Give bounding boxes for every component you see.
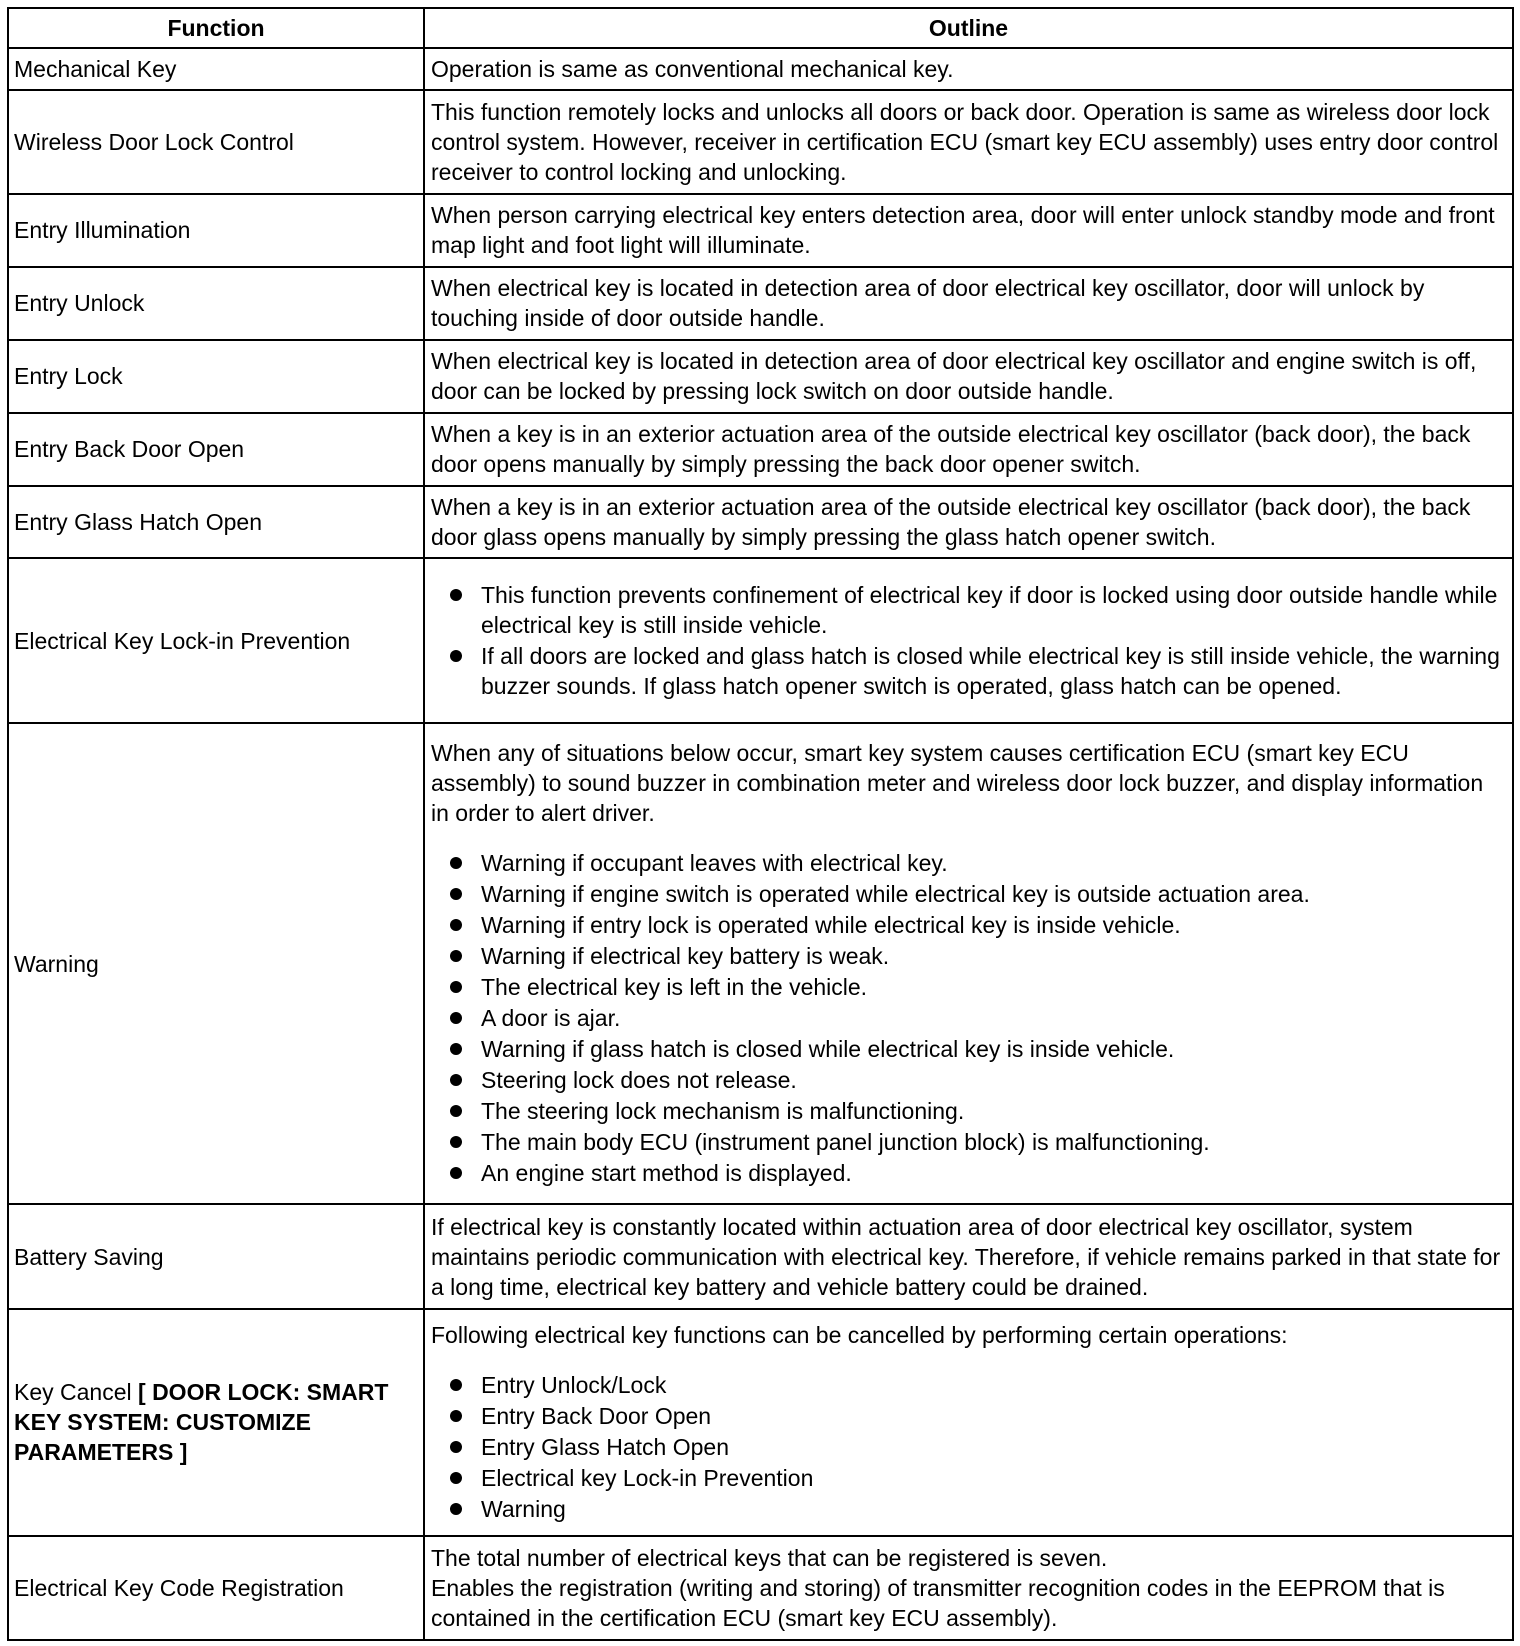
list-item xyxy=(431,941,1506,971)
list-item xyxy=(431,910,1506,940)
function-cell: Entry Unlock xyxy=(8,267,424,340)
outline-cell xyxy=(424,1309,1513,1536)
list-item-text: Warning if glass hatch is closed while electrical key is inside vehicle. xyxy=(481,1036,1175,1063)
list-item-text: Warning if electrical key battery is weak. xyxy=(481,943,890,970)
function-outline-table xyxy=(7,7,1514,1641)
bullet-icon xyxy=(450,1167,462,1179)
table-row xyxy=(8,1309,1513,1536)
bullet-icon xyxy=(450,857,462,869)
bullet-icon xyxy=(450,1012,462,1024)
bullet-icon xyxy=(450,950,462,962)
outline-cell xyxy=(424,413,1513,486)
bullet-list xyxy=(431,1370,1506,1524)
function-label: Key Cancel xyxy=(14,1379,132,1406)
bullet-icon xyxy=(450,1043,462,1055)
bullet-list xyxy=(431,848,1506,1188)
outline-cell xyxy=(424,267,1513,340)
function-cell: Electrical Key Code Registration xyxy=(8,1536,424,1640)
list-item xyxy=(431,1127,1506,1157)
header-function: Function xyxy=(8,8,424,48)
list-item xyxy=(431,1494,1506,1524)
list-item-text: An engine start method is displayed. xyxy=(481,1160,852,1187)
outline-cell xyxy=(424,90,1513,194)
outline-text: Enables the registration (writing and storing) of transmitter recognition codes in the EEPROM that is contained in the certification ECU (smart key ECU assembly). xyxy=(431,1574,1445,1631)
outline-text: If electrical key is constantly located within actuation area of door electrical key oscillator, system maintains periodic communication with electrical key. Therefore, if vehicle remains parked in that state for a long time, electrical key battery and vehicle battery could be drained. xyxy=(431,1213,1501,1300)
bullet-icon xyxy=(450,1503,462,1515)
outline-text: The total number of electrical keys that can be registered is seven. xyxy=(431,1544,1108,1571)
function-cell: Entry Glass Hatch Open xyxy=(8,486,424,559)
customize-parameters-link[interactable]: [ DOOR LOCK: SMART KEY SYSTEM: CUSTOMIZE PARAMETERS ] xyxy=(14,1379,389,1466)
outline-text: When any of situations below occur, smart key system causes certification ECU (smart key ECU assembly) to sound buzzer in combination meter and wireless door lock buzzer, and display information in order to alert driver. xyxy=(431,740,1484,827)
list-item-text: Warning xyxy=(481,1495,566,1522)
function-cell xyxy=(8,1309,424,1536)
outline-text: When electrical key is located in detection area of door electrical key oscillator, door will unlock by touching inside of door outside handle. xyxy=(431,275,1425,332)
list-item xyxy=(431,1401,1506,1431)
list-item xyxy=(431,1034,1506,1064)
list-item xyxy=(431,1432,1506,1462)
bullet-icon xyxy=(450,1472,462,1484)
function-cell: Entry Illumination xyxy=(8,194,424,267)
bullet-icon xyxy=(450,919,462,931)
outline-cell xyxy=(424,558,1513,723)
list-item xyxy=(431,1096,1506,1126)
list-item-text: This function prevents confinement of electrical key if door is locked using door outside handle while electrical key is still inside vehicle. xyxy=(481,581,1498,638)
header-outline: Outline xyxy=(424,8,1513,48)
outline-text: When a key is in an exterior actuation area of the outside electrical key oscillator (back door), the back door glass opens manually by simply pressing the glass hatch opener switch. xyxy=(431,494,1471,550)
outline-text: This function remotely locks and unlocks all doors or back door. Operation is same as wireless door lock control system. However, receiver in certification ECU (smart key ECU assembly) uses entry door control receiver to control locking and unlocking. xyxy=(431,98,1499,185)
bullet-icon xyxy=(450,650,462,662)
list-item-text: If all doors are locked and glass hatch is closed while electrical key is still inside vehicle, the warning buzzer sounds. If glass hatch opener switch is operated, glass hatch can be opened. xyxy=(481,642,1500,699)
list-item-text: Steering lock does not release. xyxy=(481,1067,797,1094)
outline-cell xyxy=(424,486,1513,559)
list-item xyxy=(431,641,1506,701)
list-item-text: Warning if occupant leaves with electrical key. xyxy=(481,850,948,877)
bullet-icon xyxy=(450,981,462,993)
bullet-icon xyxy=(450,1410,462,1422)
list-item xyxy=(431,1065,1506,1095)
bullet-icon xyxy=(450,1136,462,1148)
table-row xyxy=(8,194,1513,267)
table-row xyxy=(8,486,1513,559)
list-item-text: Entry Unlock/Lock xyxy=(481,1371,667,1398)
header-row xyxy=(8,8,1513,48)
bullet-icon xyxy=(450,1379,462,1391)
outline-cell xyxy=(424,1536,1513,1640)
table-row xyxy=(8,723,1513,1204)
list-item xyxy=(431,580,1506,640)
table-row xyxy=(8,558,1513,723)
list-item xyxy=(431,1370,1506,1400)
outline-text: When a key is in an exterior actuation area of the outside electrical key oscillator (back door), the back door opens manually by simply pressing the back door opener switch. xyxy=(431,421,1471,478)
outline-text: When electrical key is located in detection area of door electrical key oscillator and engine switch is off, door can be locked by pressing lock switch on door outside handle. xyxy=(431,348,1477,405)
bullet-icon xyxy=(450,888,462,900)
outline-cell xyxy=(424,1204,1513,1308)
outline-cell xyxy=(424,723,1513,1204)
table-row xyxy=(8,413,1513,486)
table-row xyxy=(8,340,1513,413)
function-cell: Electrical Key Lock-in Prevention xyxy=(8,558,424,723)
list-item-text: A door is ajar. xyxy=(481,1005,621,1032)
table-row xyxy=(8,1536,1513,1640)
bullet-icon xyxy=(450,589,462,601)
function-cell: Wireless Door Lock Control xyxy=(8,90,424,194)
list-item-text: The main body ECU (instrument panel junction block) is malfunctioning. xyxy=(481,1129,1210,1156)
function-cell: Warning xyxy=(8,723,424,1204)
list-item-text: Electrical key Lock-in Prevention xyxy=(481,1464,814,1491)
list-item-text: Entry Back Door Open xyxy=(481,1402,712,1429)
list-item xyxy=(431,1463,1506,1493)
outline-text: Following electrical key functions can be cancelled by performing certain operations: xyxy=(431,1321,1288,1348)
list-item-text: The steering lock mechanism is malfunctioning. xyxy=(481,1098,965,1125)
bullet-icon xyxy=(450,1074,462,1086)
table-row xyxy=(8,267,1513,340)
list-item-text: Warning if engine switch is operated while electrical key is outside actuation area. xyxy=(481,881,1310,908)
list-item xyxy=(431,1158,1506,1188)
list-item-text: Entry Glass Hatch Open xyxy=(481,1433,729,1460)
outline-cell xyxy=(424,340,1513,413)
outline-text: When person carrying electrical key enters detection area, door will enter unlock standby mode and front map light and foot light will illuminate. xyxy=(431,202,1495,259)
list-item xyxy=(431,879,1506,909)
bullet-icon xyxy=(450,1441,462,1453)
function-cell: Entry Back Door Open xyxy=(8,413,424,486)
table-row xyxy=(8,48,1513,90)
list-item xyxy=(431,848,1506,878)
function-cell: Battery Saving xyxy=(8,1204,424,1308)
outline-text: Operation is same as conventional mechanical key. xyxy=(431,55,954,82)
function-cell: Entry Lock xyxy=(8,340,424,413)
function-cell: Mechanical Key xyxy=(8,48,424,90)
list-item-text: The electrical key is left in the vehicle. xyxy=(481,974,868,1001)
list-item-text: Warning if entry lock is operated while electrical key is inside vehicle. xyxy=(481,912,1181,939)
list-item xyxy=(431,972,1506,1002)
list-item xyxy=(431,1003,1506,1033)
bullet-icon xyxy=(450,1105,462,1117)
outline-cell xyxy=(424,48,1513,90)
table-row xyxy=(8,1204,1513,1308)
table-row xyxy=(8,90,1513,194)
bullet-list xyxy=(431,580,1506,701)
outline-cell xyxy=(424,194,1513,267)
